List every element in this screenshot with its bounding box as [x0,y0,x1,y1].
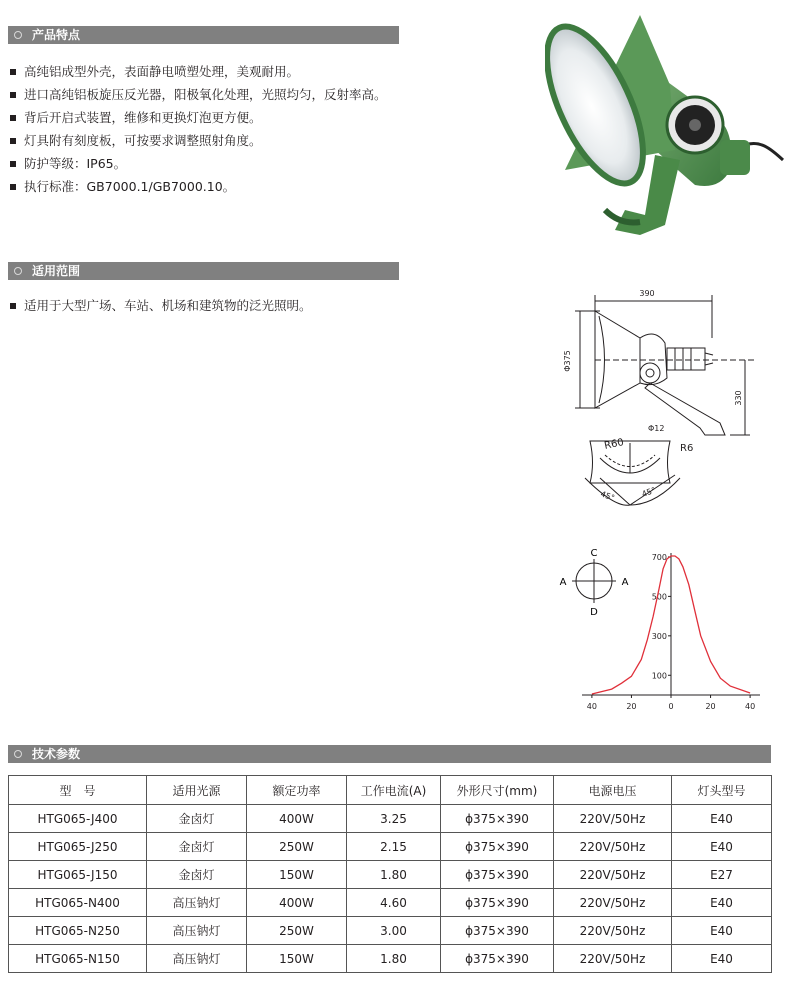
y-tick-label: 300 [651,631,667,641]
radius-large-label: R60 [603,437,625,452]
table-cell: 4.60 [347,889,441,917]
hole-label: Φ12 [648,424,665,433]
table-cell: ϕ375×390 [441,805,554,833]
table-cell: 1.80 [347,861,441,889]
list-item: 高纯铝成型外壳，表面静电喷塑处理，美观耐用。 [10,60,405,83]
y-tick-label: 700 [651,552,667,562]
spec-table [8,775,772,973]
section-header-specs [8,745,771,763]
polar-label-bottom: D [590,607,598,618]
table-cell: HTG065-J400 [9,805,147,833]
table-cell: 金卤灯 [147,833,247,861]
list-item: 背后开启式装置，维修和更换灯泡更方便。 [10,106,405,129]
x-tick-label: 20 [626,702,637,711]
table-cell: 150W [247,945,347,973]
circle-bullet-icon [14,750,22,758]
light-distribution-chart [570,545,770,720]
header-cell: 型 号 [9,776,147,805]
polar-label-left: A [559,577,567,588]
list-item: 进口高纯铝板旋压反光器，阳极氧化处理，光照均匀，反射率高。 [10,83,405,106]
width-label: 390 [639,289,655,298]
polar-label-right: A [621,577,629,588]
table-cell: ϕ375×390 [441,889,554,917]
header-cell: 灯头型号 [672,776,772,805]
x-tick-label: 0 [668,702,674,711]
table-row [9,805,772,833]
polar-label-top: C [590,548,598,559]
table-row [9,945,772,973]
table-cell: ϕ375×390 [441,861,554,889]
table-cell: E40 [672,889,772,917]
table-cell: 150W [247,861,347,889]
dimension-drawing [555,283,770,513]
diameter-label: Φ375 [563,350,572,372]
angle-right-label: 45° [640,485,658,499]
y-tick-label: 500 [651,592,667,602]
header-cell: 电源电压 [554,776,672,805]
header-cell: 外形尺寸(mm) [441,776,554,805]
table-cell: E40 [672,917,772,945]
table-cell: E40 [672,833,772,861]
table-cell: HTG065-J250 [9,833,147,861]
table-row [9,917,772,945]
list-item: 执行标准：GB7000.1/GB7000.10。 [10,175,405,198]
table-cell: HTG065-N250 [9,917,147,945]
table-header-row [9,776,772,805]
table-cell: 220V/50Hz [554,833,672,861]
x-tick-label: 40 [586,702,597,711]
table-cell: 400W [247,805,347,833]
table-cell: 400W [247,889,347,917]
table-cell: 220V/50Hz [554,917,672,945]
table-row [9,833,772,861]
feature-list [10,60,405,198]
angle-left-label: 45° [599,489,616,503]
floodlight-product-image [545,10,785,240]
x-tick-label: 20 [705,702,716,711]
section-header-features [8,26,399,44]
table-cell: 高压钠灯 [147,945,247,973]
table-cell: 220V/50Hz [554,805,672,833]
list-item: 适用于大型广场、车站、机场和建筑物的泛光照明。 [10,294,405,317]
table-cell: E40 [672,805,772,833]
table-cell: ϕ375×390 [441,917,554,945]
header-cell: 额定功率 [247,776,347,805]
circle-bullet-icon [14,31,22,39]
list-item: 防护等级：IP65。 [10,152,405,175]
table-cell: 高压钠灯 [147,917,247,945]
table-cell: 1.80 [347,945,441,973]
table-cell: HTG065-N400 [9,889,147,917]
table-cell: 金卤灯 [147,805,247,833]
radius-small-label: R6 [680,443,694,454]
table-cell: 金卤灯 [147,861,247,889]
circle-bullet-icon [14,267,22,275]
table-cell: 250W [247,917,347,945]
scope-list [10,294,405,317]
table-cell: HTG065-J150 [9,861,147,889]
table-cell: ϕ375×390 [441,945,554,973]
table-cell: 3.00 [347,917,441,945]
table-row [9,889,772,917]
table-cell: 220V/50Hz [554,945,672,973]
table-cell: 高压钠灯 [147,889,247,917]
list-item: 灯具附有刻度板，可按要求调整照射角度。 [10,129,405,152]
table-cell: 220V/50Hz [554,889,672,917]
table-cell: E27 [672,861,772,889]
y-tick-label: 100 [651,671,667,681]
table-cell: 2.15 [347,833,441,861]
header-cell: 工作电流(A) [347,776,441,805]
table-row [9,861,772,889]
table-cell: ϕ375×390 [441,833,554,861]
table-cell: 250W [247,833,347,861]
table-cell: HTG065-N150 [9,945,147,973]
height-label: 330 [734,390,743,406]
table-cell: 220V/50Hz [554,861,672,889]
section-title: 技术参数 [32,747,81,761]
table-cell: E40 [672,945,772,973]
x-tick-label: 40 [745,702,756,711]
section-title: 适用范围 [32,264,81,278]
section-title: 产品特点 [32,28,81,42]
header-cell: 适用光源 [147,776,247,805]
section-header-scope [8,262,399,280]
table-cell: 3.25 [347,805,441,833]
